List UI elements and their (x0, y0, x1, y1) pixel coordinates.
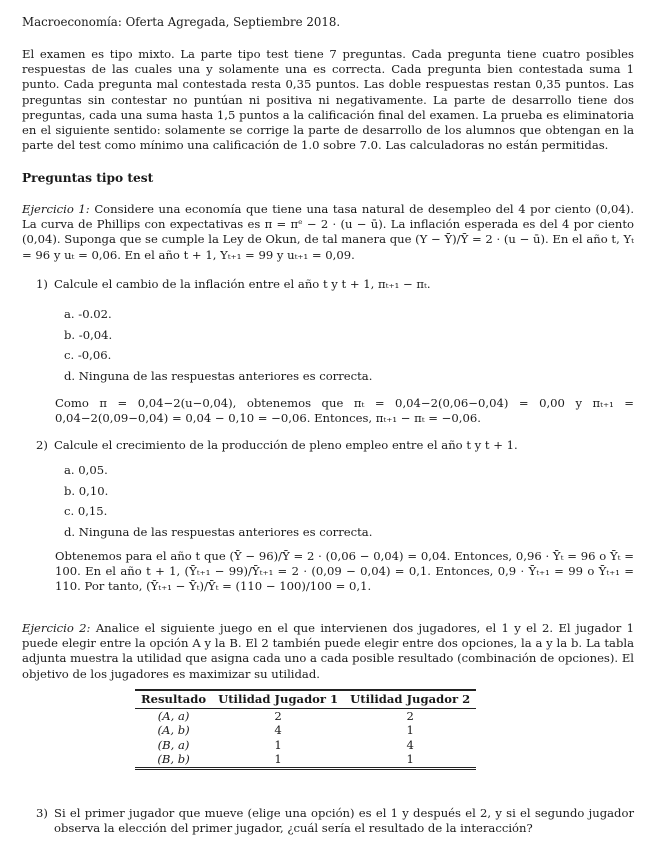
table-row (135, 738, 476, 752)
exercise-1-label: Ejercicio 1: (22, 202, 90, 216)
question-1-option-d: d. Ninguna de las respuestas anteriores es correcta. (64, 369, 373, 383)
table-header: Resultado (135, 690, 212, 709)
intro-paragraph: El examen es tipo mixto. La parte tipo test tiene 7 preguntas. Cada pregunta tiene cuatro posibles respuestas de las cuales una y solamente una es correcta. Cada pregunta bien contestada suma 1 punto. Cada pregunta mal contestada resta 0,35 puntos. Las doble respuestas restan 0,35 puntos. Las preguntas sin contestar no puntúan ni positiva ni negativamente. La parte de desarrollo tiene dos preguntas, cada una suma hasta 1,5 puntos a la calificación final del examen. La prueba es eliminatoria en el siguiente sentido: solamente se corrige la parte de desarrollo de los alumnos que obtengan en la parte del test como mínimo una calificación de 1.0 sobre 7.0. Las calculadoras no están permitidas. (22, 47, 634, 153)
question-1-number: 1) (36, 277, 48, 291)
question-2-option-d: d. Ninguna de las respuestas anteriores es correcta. (64, 525, 373, 539)
question-1-text: Calcule el cambio de la inflación entre el año t y t + 1, πₜ₊₁ − πₜ. (54, 277, 431, 291)
table-cell: (A, a) (157, 709, 190, 723)
table-header: Utilidad Jugador 2 (344, 690, 476, 709)
table-row (135, 723, 476, 737)
table-header-row (135, 690, 476, 709)
document-title: Macroeconomía: Oferta Agregada, Septiembre 2018. (22, 15, 341, 29)
exercise-2 (22, 621, 634, 682)
table-cell: (A, b) (157, 723, 190, 738)
table-cell: 1 (274, 737, 282, 752)
exercise-1 (22, 202, 634, 263)
question-3-number: 3) (36, 806, 48, 820)
table-cell: 1 (406, 752, 414, 767)
question-2 (36, 438, 634, 453)
table-cell: 1 (274, 752, 282, 767)
question-2-answer: Obtenemos para el año t que (Ȳ − 96)/Ȳ = 2 · (0,06 − 0,04) = 0,04. Entonces, 0,96 · Ȳₜ = 96 o Ȳₜ = 100. En el año t + 1, (Ȳₜ₊₁ − 99)/Ȳₜ₊₁ = 2 · (0,09 − 0,04) = 0,1. Entonces, 0,9 · Ȳₜ₊₁ = 99 o Ȳₜ₊₁ = 110. Por tanto, (Ȳₜ₊₁ − Ȳₜ)/Ȳₜ = (110 − 100)/100 = 0,1. (55, 549, 634, 594)
exercise-1-text: Considere una economía que tiene una tasa natural de desempleo del 4 por ciento (0,04). La curva de Phillips con expectativas es π = πᵉ − 2 · (u − ū). La inflación esperada es del 4 por ciento (0,04). Suponga que se cumple la Ley de Okun, de tal manera que (Y − Ȳ)/Ȳ = 2 · (u − ū). En el año t, Yₜ = 96 y uₜ = 0,06. En el año t + 1, Yₜ₊₁ = 99 y uₜ₊₁ = 0,09. (22, 202, 635, 262)
table-cell: 4 (406, 737, 414, 752)
table-cell: (B, a) (157, 737, 190, 752)
question-2-text: Calcule el crecimiento de la producción de pleno empleo entre el año t y t + 1. (54, 438, 518, 452)
table-cell: 2 (274, 709, 282, 723)
question-2-option-a: a. 0,05. (64, 463, 108, 477)
question-1-option-b: b. -0,04. (64, 328, 113, 342)
question-1-option-a: a. -0.02. (64, 307, 112, 321)
question-1-answer: Como π = 0,04−2(u−0,04), obtenemos que πₜ = 0,04−2(0,06−0,04) = 0,00 y πₜ₊₁ = 0,04−2(0,09−0,04) = 0,04 − 0,10 = −0,06. Entonces, πₜ₊₁ − πₜ = −0,06. (55, 396, 634, 426)
table-cell: (B, b) (157, 752, 190, 767)
section-heading: Preguntas tipo test (22, 171, 154, 185)
table-cell: 1 (406, 723, 414, 738)
question-2-number: 2) (36, 438, 48, 452)
table-row (135, 752, 476, 768)
question-1 (36, 277, 634, 292)
question-2-option-b: b. 0,10. (64, 484, 109, 498)
utility-table (135, 689, 476, 770)
question-3 (36, 806, 634, 836)
table-row (135, 709, 476, 724)
exercise-2-text: Analice el siguiente juego en el que intervienen dos jugadores, el 1 y el 2. El jugador 1 puede elegir entre la opción A y la B. El 2 también puede elegir entre dos opciones, la a y la b. La tabla adjunta muestra la utilidad que asigna cada uno a cada posible resultado (combinación de opciones). El objetivo de los jugadores es maximizar su utilidad. (22, 621, 635, 681)
question-1-option-c: c. -0,06. (64, 348, 112, 362)
table-cell: 2 (406, 709, 414, 723)
table-cell: 4 (274, 723, 282, 738)
question-3-text: Si el primer jugador que mueve (elige una opción) es el 1 y después el 2, y si el segundo jugador observa la elección del primer jugador, ¿cuál sería el resultado de la interacción? (54, 806, 634, 836)
question-2-option-c: c. 0,15. (64, 504, 108, 518)
exercise-2-label: Ejercicio 2: (22, 621, 91, 635)
table-header: Utilidad Jugador 1 (212, 690, 344, 709)
